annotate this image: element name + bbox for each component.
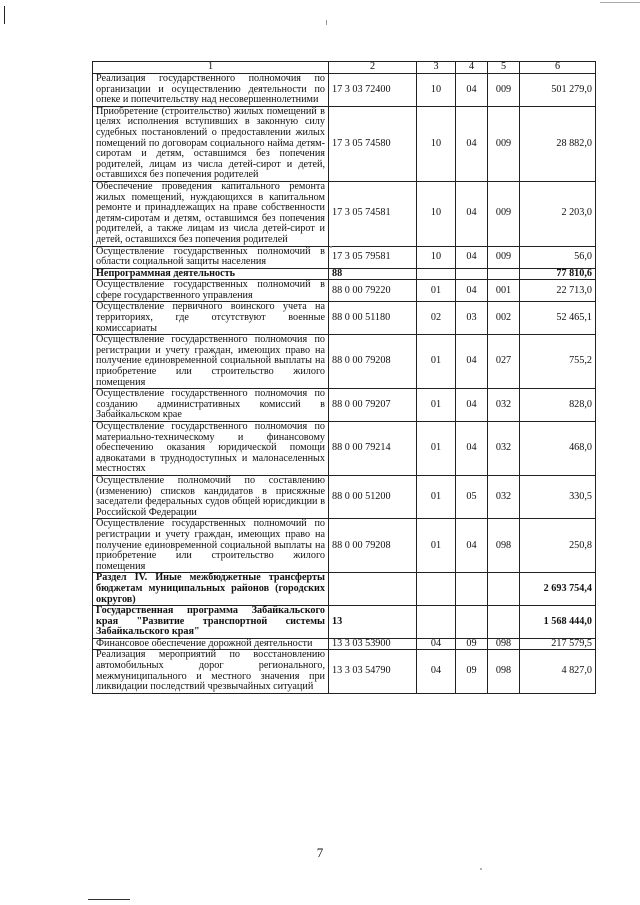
page-number: 7	[316, 845, 324, 860]
row-code-cell: 88 0 00 51200	[329, 475, 417, 518]
row-subsection-cell: 04	[456, 422, 488, 476]
row-section-cell: 01	[417, 475, 456, 518]
row-section-cell: 01	[417, 389, 456, 422]
row-code-cell: 17 3 05 74580	[329, 106, 417, 181]
row-name-cell: Обеспечение проведения капитального ремонта жилых помещений, нуждающихся в капитальном ремонте и принадлежащих на праве собственности детям-сиротам и детям, оставшимся без попечения родителей, а также лицам из числа детей-сирот и детей, оставшихся без попечения родителей	[93, 181, 329, 246]
row-admin-code-cell	[488, 268, 520, 280]
row-subsection-cell: 04	[456, 181, 488, 246]
scan-speck	[480, 868, 482, 870]
row-code-cell: 88 0 00 79214	[329, 422, 417, 476]
row-subsection-cell: 04	[456, 106, 488, 181]
row-amount-cell: 755,2	[520, 335, 596, 389]
row-admin-code-cell: 027	[488, 335, 520, 389]
row-amount-cell: 77 810,6	[520, 268, 596, 280]
row-subsection-cell	[456, 268, 488, 280]
table-row	[93, 302, 596, 335]
row-section-cell: 10	[417, 246, 456, 268]
row-admin-code-cell: 032	[488, 422, 520, 476]
header-col-2: 2	[329, 62, 417, 74]
row-admin-code-cell: 009	[488, 74, 520, 107]
row-name-cell: Реализация мероприятий по восстановлению автомобильных дорог регионального, межмуниципального и местного значения при ликвидации последствий чрезвычайных ситуаций	[93, 650, 329, 693]
row-name-cell: Государственная программа Забайкальского края "Развитие транспортной системы Забайкальского края"	[93, 606, 329, 639]
row-subsection-cell: 04	[456, 519, 488, 573]
row-amount-cell: 2 693 754,4	[520, 573, 596, 606]
row-section-cell: 10	[417, 74, 456, 107]
table-row	[93, 268, 596, 280]
row-amount-cell: 1 568 444,0	[520, 606, 596, 639]
row-amount-cell: 501 279,0	[520, 74, 596, 107]
table-row	[93, 606, 596, 639]
row-section-cell: 04	[417, 638, 456, 650]
row-section-cell: 10	[417, 181, 456, 246]
table-row	[93, 638, 596, 650]
row-amount-cell: 22 713,0	[520, 280, 596, 302]
row-code-cell: 17 3 05 74581	[329, 181, 417, 246]
header-col-4: 4	[456, 62, 488, 74]
table-row	[93, 335, 596, 389]
row-admin-code-cell: 098	[488, 519, 520, 573]
row-amount-cell: 56,0	[520, 246, 596, 268]
row-section-cell	[417, 268, 456, 280]
row-name-cell: Реализация государственного полномочия по организации и осуществлению деятельности по опеке и попечительству над несовершеннолетними	[93, 74, 329, 107]
table-row	[93, 573, 596, 606]
scan-corner-line	[600, 2, 640, 3]
row-admin-code-cell: 001	[488, 280, 520, 302]
row-subsection-cell	[456, 606, 488, 639]
row-name-cell: Осуществление полномочий по составлению (изменению) списков кандидатов в присяжные заседатели федеральных судов общей юрисдикции в Российской Федерации	[93, 475, 329, 518]
row-subsection-cell: 05	[456, 475, 488, 518]
row-subsection-cell: 04	[456, 74, 488, 107]
row-name-cell: Раздел IV. Иные межбюджетные трансферты бюджетам муниципальных районов (городских округов)	[93, 573, 329, 606]
row-code-cell	[329, 573, 417, 606]
row-section-cell: 01	[417, 422, 456, 476]
row-name-cell: Осуществление государственных полномочий в области социальной защиты населения	[93, 246, 329, 268]
row-admin-code-cell: 032	[488, 389, 520, 422]
row-subsection-cell: 04	[456, 246, 488, 268]
row-section-cell: 02	[417, 302, 456, 335]
row-name-cell: Осуществление государственного полномочия по регистрации и учету граждан, имеющих право на получение единовременной социальной выплаты на приобретение или строительство жилого помещения	[93, 335, 329, 389]
row-code-cell: 88 0 00 79220	[329, 280, 417, 302]
row-amount-cell: 2 203,0	[520, 181, 596, 246]
row-code-cell: 88	[329, 268, 417, 280]
table-row	[93, 280, 596, 302]
row-code-cell: 17 3 05 79581	[329, 246, 417, 268]
footer-line	[88, 899, 130, 900]
row-section-cell	[417, 573, 456, 606]
row-subsection-cell	[456, 573, 488, 606]
row-section-cell: 10	[417, 106, 456, 181]
row-code-cell: 88 0 00 79207	[329, 389, 417, 422]
row-section-cell: 01	[417, 280, 456, 302]
row-amount-cell: 52 465,1	[520, 302, 596, 335]
row-amount-cell: 28 882,0	[520, 106, 596, 181]
row-amount-cell: 828,0	[520, 389, 596, 422]
row-amount-cell: 330,5	[520, 475, 596, 518]
row-admin-code-cell: 009	[488, 181, 520, 246]
table-row	[93, 519, 596, 573]
row-code-cell: 88 0 00 79208	[329, 519, 417, 573]
table-row	[93, 246, 596, 268]
header-col-5: 5	[488, 62, 520, 74]
row-name-cell: Осуществление государственных полномочий в сфере государственного управления	[93, 280, 329, 302]
table-row	[93, 389, 596, 422]
row-section-cell	[417, 606, 456, 639]
table-row	[93, 650, 596, 693]
row-name-cell: Осуществление государственного полномочия по материально-техническому и финансовому обеспечению оказания юридической помощи адвокатами в труднодоступных и малонаселенных местностях	[93, 422, 329, 476]
row-amount-cell: 217 579,5	[520, 638, 596, 650]
row-subsection-cell: 04	[456, 280, 488, 302]
row-code-cell: 88 0 00 79208	[329, 335, 417, 389]
row-code-cell: 13 3 03 53900	[329, 638, 417, 650]
row-name-cell: Приобретение (строительство) жилых помещений в целях исполнения вступивших в законную силу судебных постановлений о предоставлении жилых помещений по договорам социального найма детям-сиротам и детям, оставшимся без попечения родителей, лицам из числа детей-сирот и детей, оставшихся без попечения родителей	[93, 106, 329, 181]
table-row	[93, 181, 596, 246]
row-section-cell: 01	[417, 335, 456, 389]
row-admin-code-cell: 009	[488, 246, 520, 268]
scan-edge-mark	[4, 6, 5, 24]
table-body	[93, 74, 596, 694]
row-name-cell: Осуществление государственных полномочий по регистрации и учету граждан, имеющих право на получение единовременной социальной выплаты на приобретение или строительство жилого помещения	[93, 519, 329, 573]
row-code-cell: 88 0 00 51180	[329, 302, 417, 335]
header-col-6: 6	[520, 62, 596, 74]
budget-table	[92, 61, 596, 694]
row-code-cell: 13	[329, 606, 417, 639]
row-subsection-cell: 03	[456, 302, 488, 335]
row-code-cell: 13 3 03 54790	[329, 650, 417, 693]
row-admin-code-cell: 009	[488, 106, 520, 181]
row-subsection-cell: 04	[456, 389, 488, 422]
row-admin-code-cell: 098	[488, 650, 520, 693]
row-admin-code-cell	[488, 573, 520, 606]
row-admin-code-cell: 032	[488, 475, 520, 518]
scan-tick-mark	[326, 20, 327, 25]
scan-speck	[330, 246, 332, 248]
row-admin-code-cell	[488, 606, 520, 639]
row-subsection-cell: 09	[456, 638, 488, 650]
row-code-cell: 17 3 03 72400	[329, 74, 417, 107]
row-amount-cell: 250,8	[520, 519, 596, 573]
row-name-cell: Непрограммная деятельность	[93, 268, 329, 280]
table-row	[93, 74, 596, 107]
row-section-cell: 04	[417, 650, 456, 693]
row-subsection-cell: 04	[456, 335, 488, 389]
row-name-cell: Осуществление первичного воинского учета на территориях, где отсутствуют военные комиссариаты	[93, 302, 329, 335]
header-col-1: 1	[93, 62, 329, 74]
row-section-cell: 01	[417, 519, 456, 573]
row-amount-cell: 468,0	[520, 422, 596, 476]
table-header-row	[93, 62, 596, 74]
row-admin-code-cell: 002	[488, 302, 520, 335]
row-amount-cell: 4 827,0	[520, 650, 596, 693]
row-name-cell: Финансовое обеспечение дорожной деятельности	[93, 638, 329, 650]
header-col-3: 3	[417, 62, 456, 74]
table-row	[93, 475, 596, 518]
table-row	[93, 106, 596, 181]
table-row	[93, 422, 596, 476]
row-admin-code-cell: 098	[488, 638, 520, 650]
row-name-cell: Осуществление государственного полномочия по созданию административных комиссий в Забайкальском крае	[93, 389, 329, 422]
row-subsection-cell: 09	[456, 650, 488, 693]
